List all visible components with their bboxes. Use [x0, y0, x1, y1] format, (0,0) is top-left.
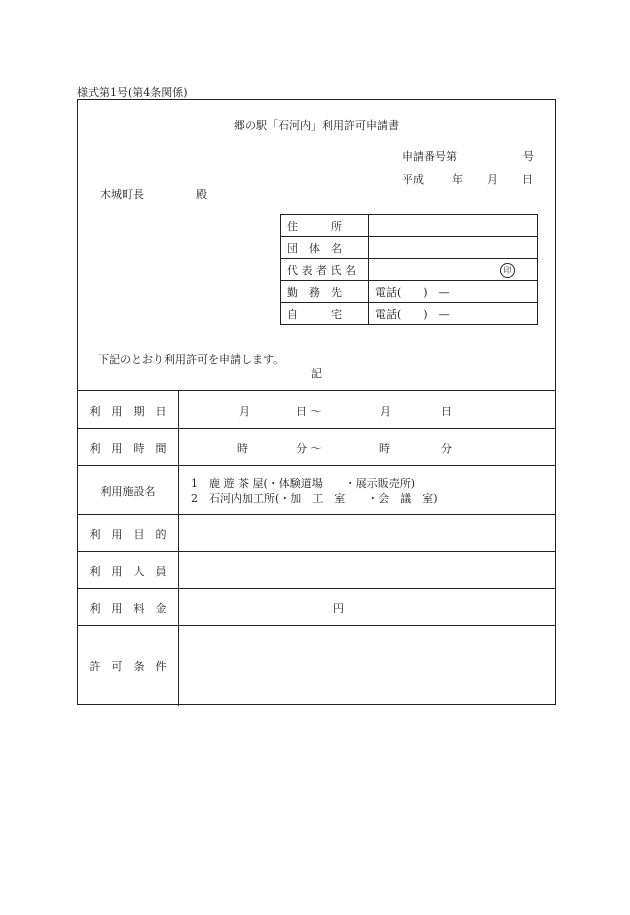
- fee-unit: 円: [333, 602, 344, 615]
- period-day-to: 日: [441, 405, 452, 418]
- period-month: 月: [239, 405, 250, 418]
- purpose-label: 利 用 目 的: [89, 528, 167, 541]
- time-label: 利 用 時 間: [89, 442, 167, 455]
- table-row: [281, 303, 538, 325]
- table-row: [281, 237, 538, 259]
- facility-label: 利用施設名: [100, 485, 156, 498]
- statement: 下記のとおり利用許可を申請します。: [98, 353, 285, 366]
- work-phone-field[interactable]: [369, 281, 538, 303]
- addressee-honorific: 殿: [196, 188, 207, 201]
- group-label: 団 体 名: [281, 237, 369, 259]
- rep-label: 代 表 者 氏 名: [281, 259, 369, 281]
- home-phone-text: 電話( ) —: [375, 307, 450, 321]
- date-day: 日: [522, 173, 533, 186]
- ki-mark: 記: [311, 367, 322, 380]
- period-day-from: 日 〜: [296, 405, 322, 418]
- address-field[interactable]: [369, 215, 538, 237]
- application-no-prefix: 申請番号第: [402, 150, 457, 163]
- date-month: 月: [487, 173, 498, 186]
- date-era: 平成: [402, 173, 424, 186]
- rep-field[interactable]: [369, 259, 538, 281]
- time-hour: 時: [237, 442, 248, 455]
- form-code: 様式第1号(第4条関係): [77, 86, 188, 99]
- address-label: 住 所: [281, 215, 369, 237]
- addressee-name: 木城町長: [100, 188, 144, 201]
- time-min-from: 分 〜: [296, 442, 322, 455]
- facility-line-2: 2 石河内加工所(・加 工 室 ・会 議 室): [191, 492, 438, 505]
- conditions-label: 許 可 条 件: [89, 660, 167, 673]
- time-min-to: 分: [441, 442, 452, 455]
- period-month-to: 月: [380, 405, 391, 418]
- applicant-table: [280, 214, 538, 325]
- fee-label: 利 用 料 金: [89, 602, 167, 615]
- table-row: [281, 281, 538, 303]
- people-label: 利 用 人 員: [89, 565, 167, 578]
- table-row: [281, 259, 538, 281]
- facility-line-1: 1 鹿 遊 茶 屋(・体験道場 ・展示販売所): [191, 477, 416, 490]
- time-hour-to: 時: [379, 442, 390, 455]
- date-year: 年: [452, 173, 463, 186]
- work-label: 勤 務 先: [281, 281, 369, 303]
- application-no-suffix: 号: [523, 150, 534, 163]
- home-label: 自 宅: [281, 303, 369, 325]
- group-field[interactable]: [369, 237, 538, 259]
- table-row: [281, 215, 538, 237]
- work-phone-text: 電話( ) —: [375, 285, 450, 299]
- home-phone-field[interactable]: [369, 303, 538, 325]
- form-title: 郷の駅「石河内」利用許可申請書: [234, 119, 399, 132]
- period-label: 利 用 期 日: [89, 405, 167, 418]
- application-form: [77, 99, 556, 705]
- seal-icon: 印: [500, 263, 515, 278]
